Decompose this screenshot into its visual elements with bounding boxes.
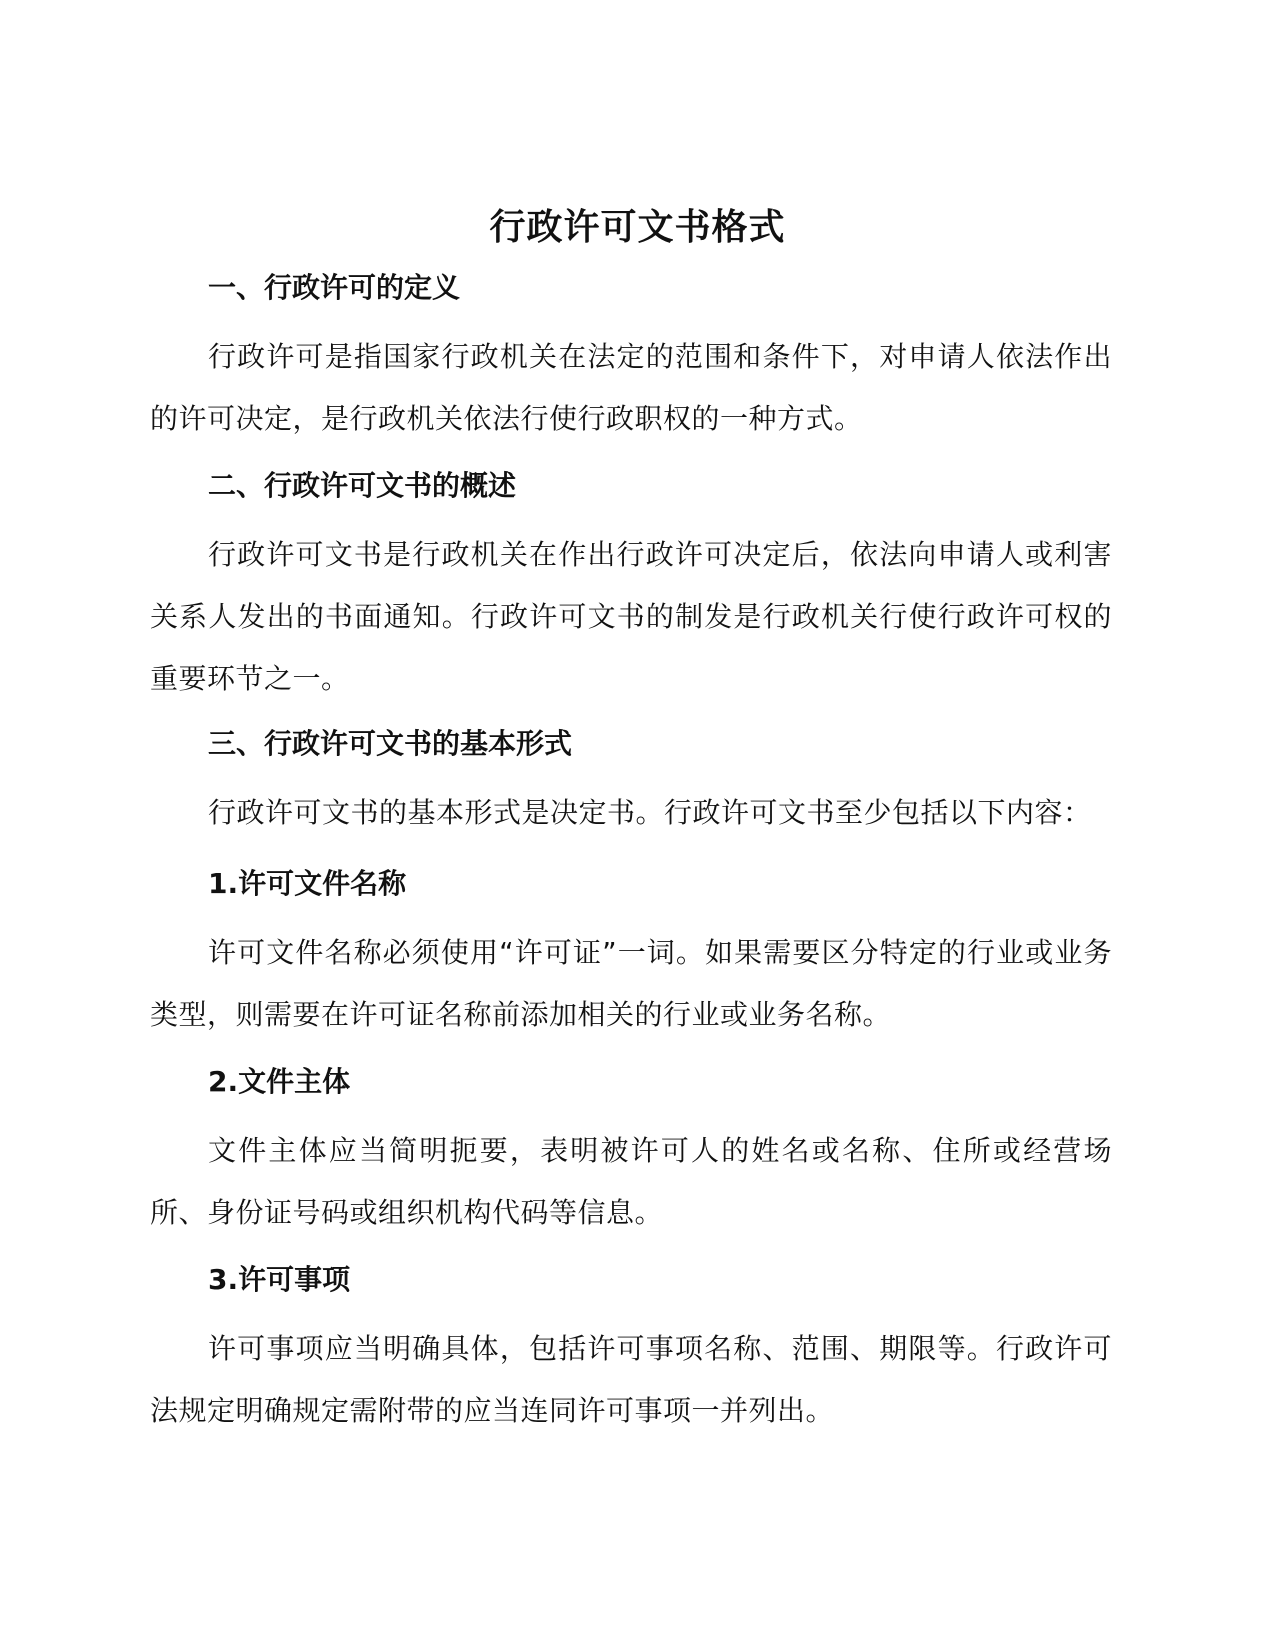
section-paragraph-basic-form: 行政许可文书的基本形式是决定书。行政许可文书至少包括以下内容： [208, 796, 1092, 829]
subsection-heading-document-body: 2.文件主体 [208, 1065, 351, 1098]
subsection-heading-permit-name: 1.许可文件名称 [208, 867, 407, 900]
subsection-paragraph-permit-name: 许可文件名称必须使用“许可证”一词。如果需要区分特定的行业或业务类型，则需要在许可证名称前添加相关的行业或业务名称。 [150, 936, 1112, 1031]
document-title: 行政许可文书格式 [489, 207, 786, 248]
section-heading-basic-form: 三、行政许可文书的基本形式 [208, 727, 573, 760]
section-paragraph-definition: 行政许可是指国家行政机关在法定的范围和条件下，对申请人依法作出的许可决定，是行政机关依法行使行政职权的一种方式。 [150, 340, 1112, 435]
section-heading-definition: 一、行政许可的定义 [208, 271, 461, 304]
section-paragraph-overview: 行政许可文书是行政机关在作出行政许可决定后，依法向申请人或利害关系人发出的书面通知。行政许可文书的制发是行政机关行使行政许可权的重要环节之一。 [150, 538, 1112, 695]
subsection-heading-permit-items: 3.许可事项 [208, 1263, 351, 1296]
subsection-paragraph-permit-items: 许可事项应当明确具体，包括许可事项名称、范围、期限等。行政许可法规定明确规定需附带的应当连同许可事项一并列出。 [150, 1332, 1112, 1427]
subsection-paragraph-document-body: 文件主体应当简明扼要，表明被许可人的姓名或名称、住所或经营场所、身份证号码或组织机构代码等信息。 [150, 1134, 1112, 1229]
section-heading-overview: 二、行政许可文书的概述 [208, 469, 517, 502]
